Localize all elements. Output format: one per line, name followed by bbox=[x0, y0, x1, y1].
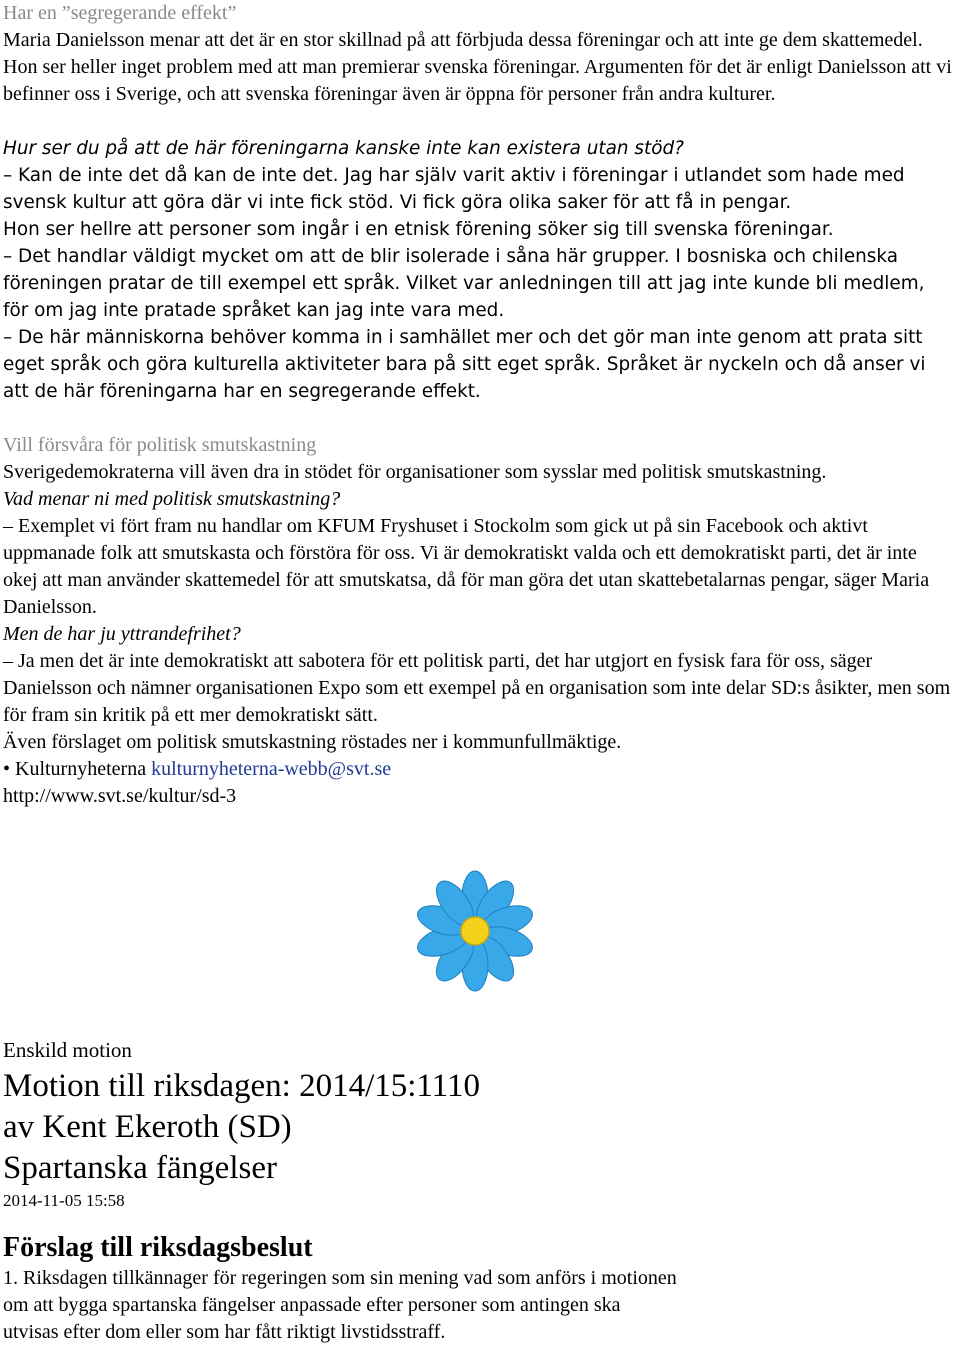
interview-answer: – Ja men det är inte demokratiskt att sabotera för ett politisk parti, det har utgjort en fysisk fara för oss, säger Danielsson och nämner organisationen Expo som ett exempel på en organisation som inte delar SD:s åsikter, men som för fram sin kritik på ett mer demokratiskt sätt. bbox=[3, 650, 951, 726]
spacer bbox=[3, 108, 955, 135]
paragraph: Sverigedemokraterna vill även dra in stödet för organisationer som sysslar med politisk smutskastning. bbox=[3, 461, 827, 483]
interview-question: Men de har ju yttrandefrihet? bbox=[3, 623, 241, 645]
contact-prefix: • Kulturnyheterna bbox=[3, 758, 152, 780]
paragraph: Maria Danielsson menar att det är en stor skillnad på att förbjuda dessa föreningar och att inte ge dem skattemedel. Hon ser heller inget problem med att man premierar svenska föreningar. Argumenten för det är enligt Danielsson att vi befinner oss i Sverige, och att svenska föreningar även är öppna för personer från andra kulturer. bbox=[3, 29, 952, 105]
paragraph: Även förslaget om politisk smutskastning röstades ner i kommunfullmäktige. bbox=[3, 731, 622, 753]
flower-center bbox=[461, 917, 489, 945]
section-heading-segregation: Har en ”segregerande effekt” bbox=[3, 2, 237, 24]
article-page bbox=[3, 0, 955, 810]
motion-type: Enskild motion bbox=[3, 1038, 132, 1062]
spacer bbox=[3, 405, 955, 432]
proposal-line: 1. Riksdagen tillkännager för regeringen som sin mening vad som anförs i motionen bbox=[3, 1267, 677, 1289]
motion-header bbox=[3, 1036, 955, 1346]
section-heading-smear: Vill försvåra för politisk smutskastning bbox=[3, 434, 317, 456]
interview-answer: – Exemplet vi fört fram nu handlar om KFUM Fryshuset i Stockolm som gick ut på sin Facebook och aktivt uppmanade folk att smutskasta och förstöra för oss. Vi är demokratiskt valda och ett demokratiskt parti, det är inte okej att man använder skattemedel för att smutskatsa, då för man göra det utan skattebetalarnas pengar, säger Maria Danielsson. bbox=[3, 515, 930, 618]
interview-question: Hur ser du på att de här föreningarna kanske inte kan existera utan stöd? bbox=[3, 138, 684, 159]
proposal-line: utvisas efter dom eller som har fått riktigt livstidsstraff. bbox=[3, 1321, 446, 1343]
email-link[interactable]: kulturnyheterna-webb@svt.se bbox=[151, 758, 392, 780]
interview-answer: – Kan de inte det då kan de inte det. Jag har själv varit aktiv i föreningar i utlandet som hade med svensk kultur att göra där vi inte fick stöd. Vi fick göra olika saker för att få in pengar. bbox=[3, 165, 905, 213]
motion-author: av Kent Ekeroth (SD) bbox=[3, 1109, 292, 1145]
contact-line bbox=[3, 756, 955, 783]
proposal-line: om att bygga spartanska fängelser anpassade efter personer som antingen ska bbox=[3, 1294, 621, 1316]
motion-title: Motion till riksdagen: 2014/15:1110 bbox=[3, 1068, 480, 1104]
motion-subject: Spartanska fängelser bbox=[3, 1150, 277, 1186]
motion-datetime: 2014-11-05 15:58 bbox=[3, 1191, 125, 1210]
blue-flower-logo bbox=[412, 868, 538, 994]
spacer bbox=[3, 1213, 955, 1231]
interview-answer: – De här människorna behöver komma in i samhället mer och det gör man inte genom att prata sitt eget språk och göra kulturella aktiviteter bara på sitt eget språk. Språket är nyckeln och då anser vi att de här föreningarna har en segregerande effekt. bbox=[3, 327, 926, 402]
interview-question: Vad menar ni med politisk smutskastning? bbox=[3, 488, 341, 510]
proposal-heading: Förslag till riksdagsbeslut bbox=[3, 1232, 313, 1263]
paragraph: Hon ser hellre att personer som ingår i en etnisk förening söker sig till svenska föreningar. bbox=[3, 219, 834, 240]
interview-answer: – Det handlar väldigt mycket om att de blir isolerade i såna här grupper. I bosniska och chilenska föreningen pratar de till exempel ett språk. Vilket var anledningen till att jag inte kunde bli medlem, för om jag inte pratade språket kan jag inte vara med. bbox=[3, 246, 925, 321]
source-url[interactable]: http://www.svt.se/kultur/sd-3 bbox=[3, 785, 237, 807]
